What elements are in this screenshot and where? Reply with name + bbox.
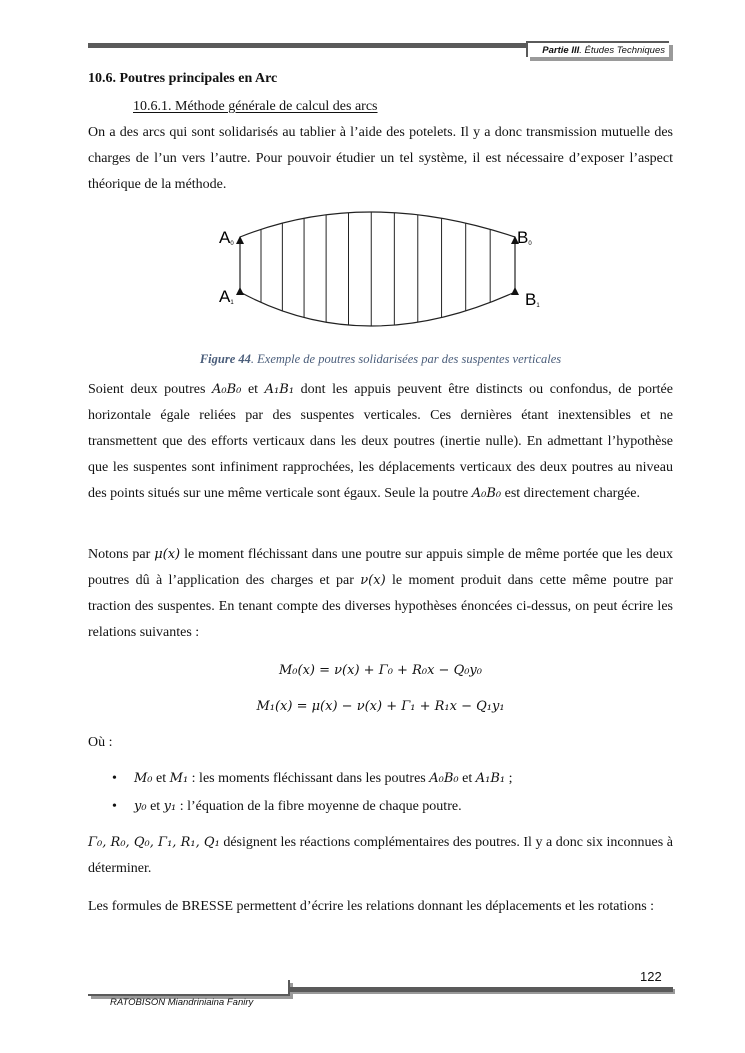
support-a1-arrow <box>236 287 244 295</box>
label-b1: B1 <box>525 290 540 309</box>
label-b0: B0 <box>517 228 532 247</box>
section-number: 10.6. <box>88 71 116 86</box>
label-a1: A1 <box>219 287 234 306</box>
equation-1: M₀(x) = ν(x) + Γ₀ + R₀x − Q₀y₀ <box>279 663 482 678</box>
footer-author: RATOBISON Miandriniaina Faniry <box>110 997 254 1008</box>
caption-label: Figure 44 <box>199 352 251 366</box>
footer-box <box>88 980 290 996</box>
page-number: 122 <box>640 969 662 984</box>
section-title: Poutres principales en Arc <box>119 71 278 86</box>
subsection-number: 10.6.1. <box>133 99 172 114</box>
arch-figure <box>215 205 545 340</box>
header-part: Partie III <box>542 45 580 56</box>
bullet-dot: • <box>112 799 117 814</box>
subsection-heading <box>133 94 378 120</box>
hanger-lines <box>261 212 490 326</box>
lower-arch <box>240 292 515 326</box>
equation-2: M₁(x) = μ(x) − ν(x) + Γ₁ + R₁x − Q₁y₁ <box>256 699 505 714</box>
math-mu: μ(x) <box>154 547 181 562</box>
support-a0-arrow <box>236 236 244 244</box>
paragraph-moments: Notons par μ(x) le moment fléchissant dans une poutre sur appuis simple de même portée que les deux poutres dû à l’application des charges et par ν(x) le moment produit dans cette même poutre par traction des suspentes. En tenant compte des diverses hypothèses énoncées ci-dessus, on peut écrire les relations suivantes : <box>88 547 674 640</box>
figure-caption <box>88 352 673 367</box>
math-a1b1: A₁B₁ <box>264 382 295 397</box>
math-a0b0: A₀B₀ <box>212 382 242 397</box>
header-rule <box>88 43 526 48</box>
caption-text: . Exemple de poutres solidarisées par des suspentes verticales <box>250 352 562 366</box>
paragraph-bresse: Les formules de BRESSE permettent d’écrire les relations donnant les déplacements et les rotations : <box>88 899 655 914</box>
ou-label: Où : <box>88 735 113 750</box>
math-reactions: Γ₀, R₀, Q₀, Γ₁, R₁, Q₁ <box>88 835 220 850</box>
upper-arch <box>240 212 515 237</box>
paragraph-reactions: Γ₀, R₀, Q₀, Γ₁, R₁, Q₁ désignent les réactions complémentaires des poutres. Il y a donc six inconnues à déterminer. <box>88 835 673 876</box>
paragraph-beams: Soient deux poutres A₀B₀ et A₁B₁ dont les appuis peuvent être distincts ou confondus, de portée horizontale égale reliées par des suspentes verticales. Ces dernières étant inextensibles et ne transmettent que des efforts verticaux dans les deux poutres (inertie nulle). En admettant l’hypothèse que les suspentes sont infiniment rapprochées, les déplacements verticaux des deux poutres au niveau des points situés sur une même verticale sont égaux. Seule la poutre A₀B₀ est directement chargée. <box>88 382 673 501</box>
label-a0: A0 <box>219 228 234 247</box>
header-title: Études Techniques <box>584 45 665 56</box>
math-a0b0-2: A₀B₀ <box>471 486 502 501</box>
bullet-dot: • <box>112 771 117 786</box>
running-header: Partie III. Études Techniques <box>526 41 669 57</box>
math-nu: ν(x) <box>360 573 386 588</box>
section-heading <box>88 66 673 92</box>
footer-rule <box>290 987 673 992</box>
support-b1-arrow <box>511 287 519 295</box>
paragraph-intro: On a des arcs qui sont solidarisés au tablier à l’aide des potelets. Il y a donc transmission mutuelle des charges de l’un vers l’autre. Pour pouvoir étudier un tel système, il est nécessaire d’exposer l’aspect théorique de la méthode. <box>88 125 673 192</box>
subsection-title: Méthode générale de calcul des arcs <box>175 99 378 114</box>
